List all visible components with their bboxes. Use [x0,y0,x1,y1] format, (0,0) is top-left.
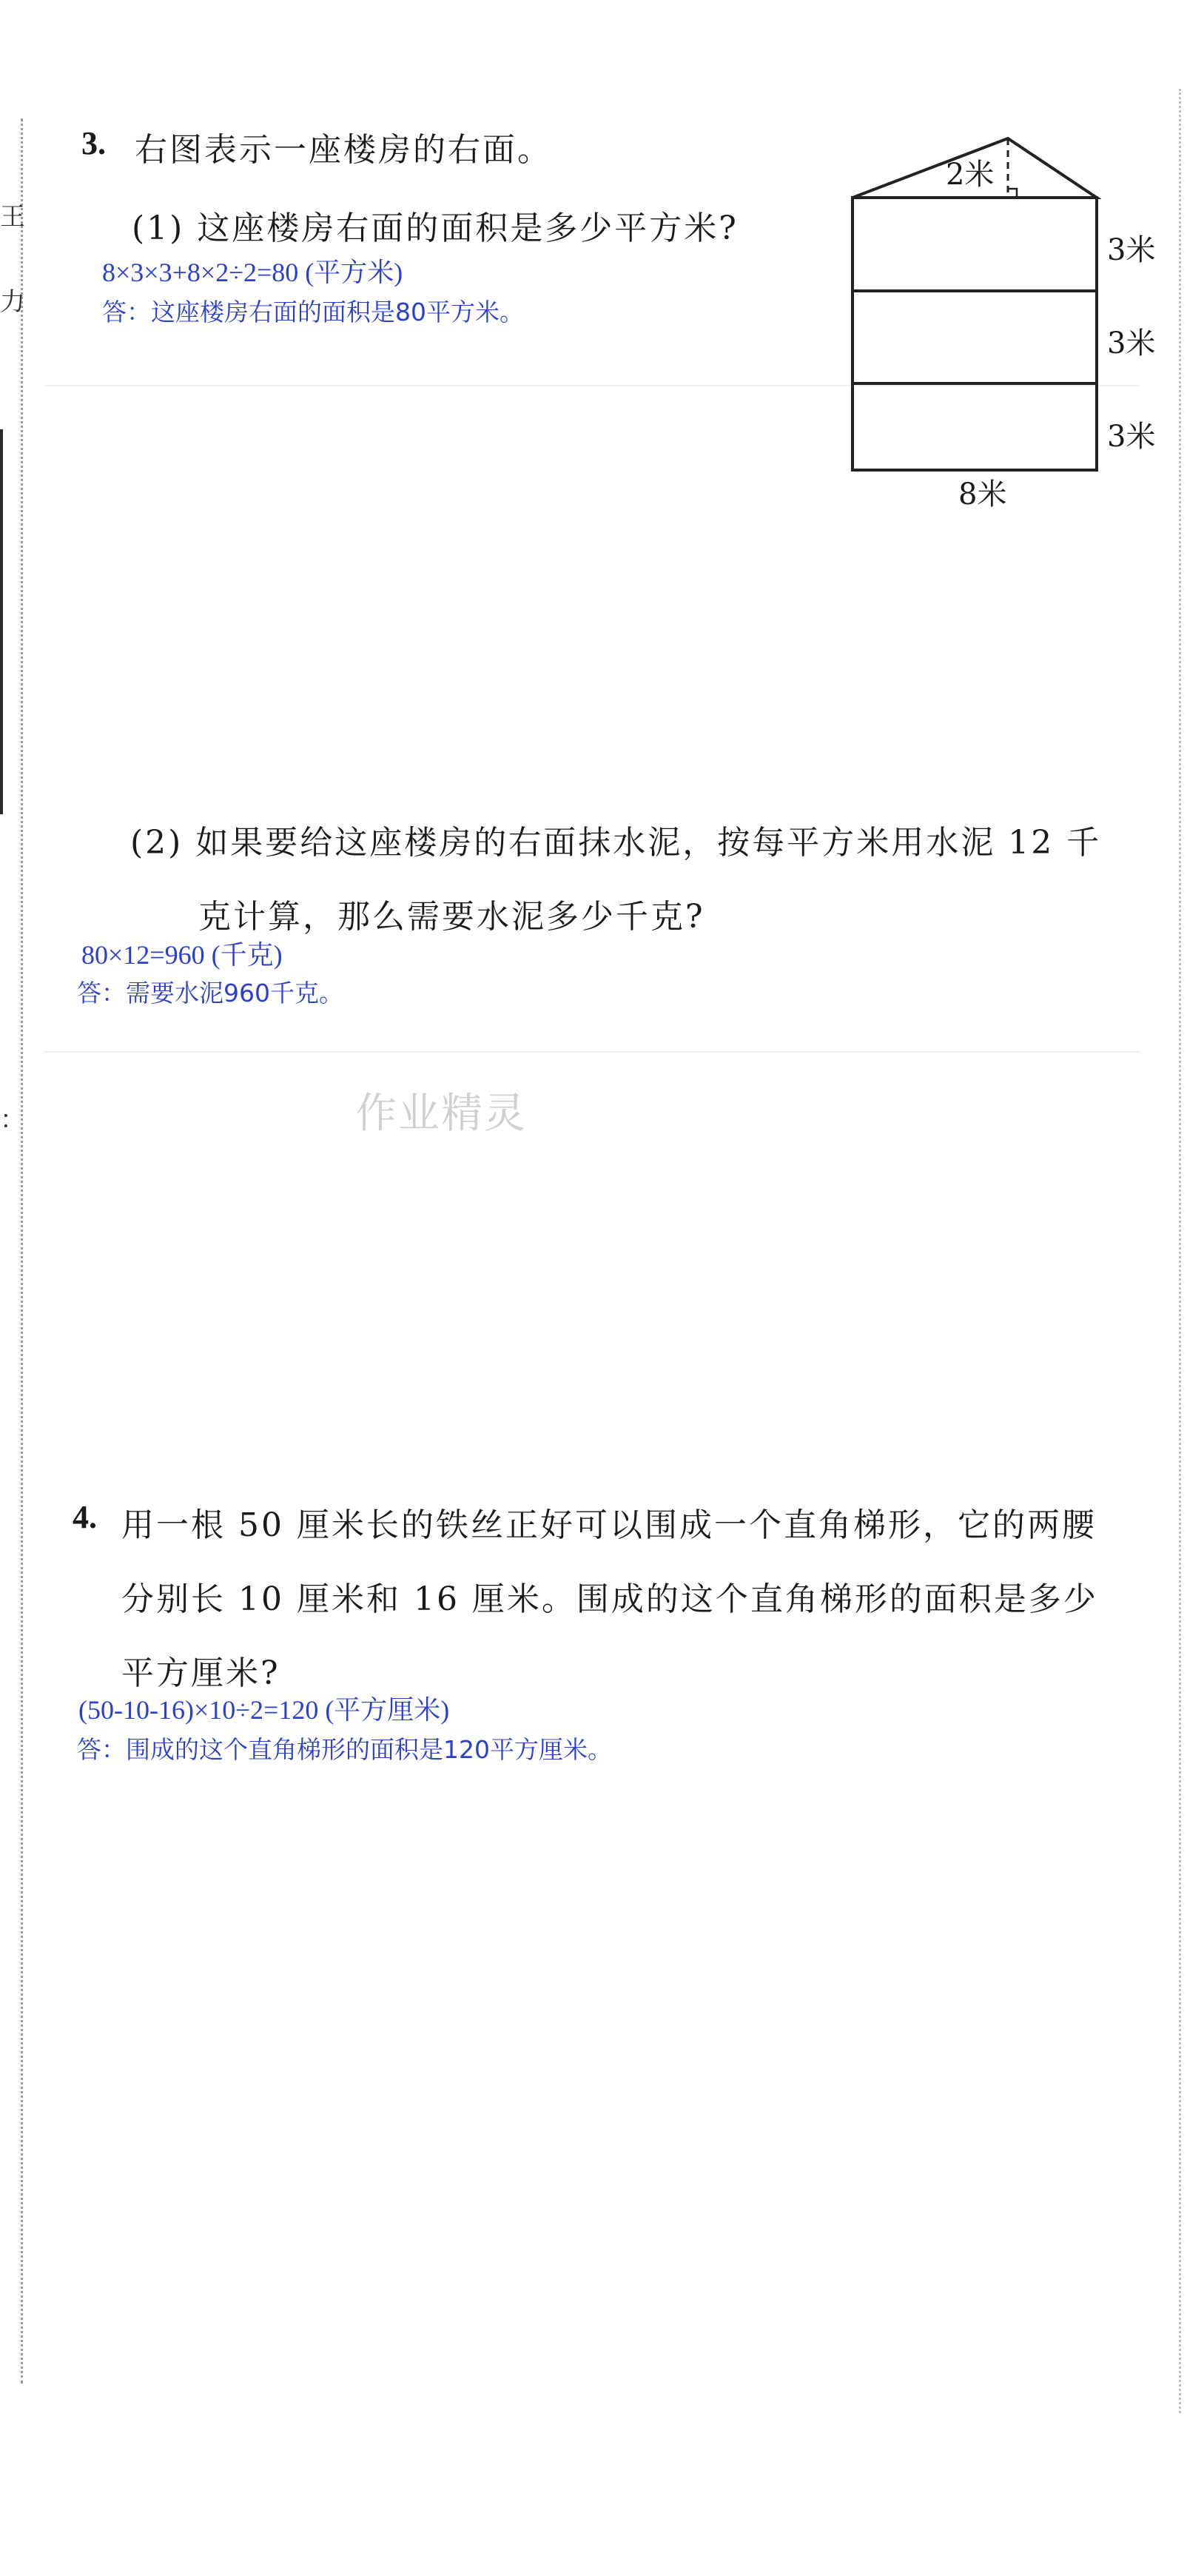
question-3-part-2-line-2: 克计算，那么需要水泥多少千克? [198,898,705,936]
question-4-line-2: 分别长 10 厘米和 16 厘米。围成的这个直角梯形的面积是多少 [121,1580,1098,1618]
answer-3-1-formula: 8×3×3+8×2÷2=80 (平方米) [102,258,403,287]
floor-height-label: 3米 [1107,420,1156,454]
answer-4-sentence: 答：围成的这个直角梯形的面积是120平方厘米。 [77,1735,612,1764]
scan-guide-line [44,1051,1140,1053]
question-3-part-2-line-1: (2) 如果要给这座楼房的右面抹水泥，按每平方米用水泥 12 千 [130,824,1102,862]
binding-dotted-line [21,118,23,2384]
left-edge-char: 王 [0,202,25,232]
question-4-line-3: 平方厘米? [121,1654,280,1692]
floor-height-label: 3米 [1107,233,1156,267]
roof-height-label: 2米 [946,158,995,192]
building-figure [836,130,1162,522]
answer-3-1-sentence: 答：这座楼房右面的面积是80平方米。 [102,298,524,326]
question-4-line-1: 用一根 50 厘米长的铁丝正好可以围成一个直角梯形，它的两腰 [121,1506,1097,1544]
building-outline [853,198,1097,470]
right-dotted-line [1179,89,1181,2413]
left-edge-bar [0,429,3,814]
floor-height-label: 3米 [1107,326,1156,360]
width-label: 8米 [958,477,1007,511]
question-3-number: 3. [81,125,106,161]
answer-4-formula: (50-10-16)×10÷2=120 (平方厘米) [78,1695,450,1725]
answer-3-2-formula: 80×12=960 (千克) [81,940,283,970]
question-3-stem: 右图表示一座楼房的右面。 [135,131,552,169]
question-4-number: 4. [73,1499,97,1535]
answer-3-2-sentence: 答：需要水泥960千克。 [77,979,343,1007]
left-edge-char: 力 [0,287,25,317]
question-3-part-1: (1) 这座楼房右面的面积是多少平方米? [132,209,739,247]
watermark-logo: 作业精灵 [355,1090,527,1138]
left-edge-char: ： [0,1105,25,1135]
